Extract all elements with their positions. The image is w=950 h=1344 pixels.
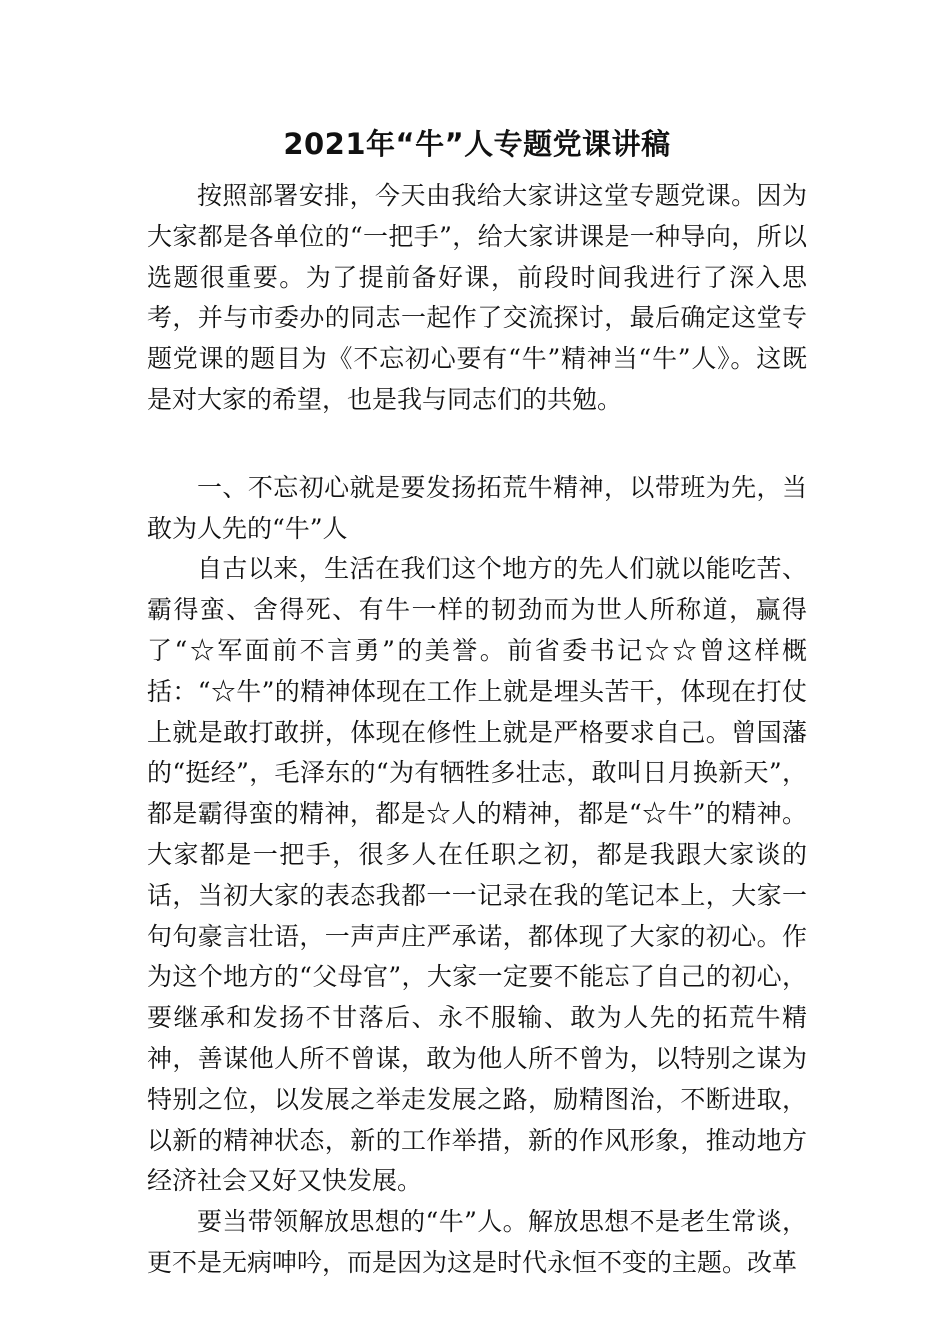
document-page (147, 118, 807, 1284)
intro-paragraph: 按照部署安排，今天由我给大家讲这堂专题党课。因为大家都是各单位的“一把手”，给大家讲课是一种导向，所以选题很重要。为了提前备好课，前段时间我进行了深入思考，并与市委办的同志一起作了交流探讨，最后确定这堂专题党课的题目为《不忘初心要有“牛”精神当“牛”人》。这既是对大家的希望，也是我与同志们的共勉。 (147, 181, 807, 414)
paragraph-spacer (147, 421, 807, 468)
section-heading-1: 一、不忘初心就是要发扬拓荒牛精神，以带班为先，当敢为人先的“牛”人 (147, 472, 807, 543)
body-paragraph: 要当带领解放思想的“牛”人。解放思想不是老生常谈，更不是无病呻吟，而是因为这是时代永恒不变的主题。改革 (147, 1207, 807, 1277)
document-title: 2021年“牛”人专题党课讲稿 (283, 127, 671, 161)
body-paragraph: 自古以来，生活在我们这个地方的先人们就以能吃苦、霸得蛮、舍得死、有牛一样的韧劲而为世人所称道，赢得了“☆军面前不言勇”的美誉。前省委书记☆☆曾这样概括：“☆牛”的精神体现在工作上就是埋头苦干，体现在打仗上就是敢打敢拼，体现在修性上就是严格要求自己。曾国藩的“挺经”，毛泽东的“为有牺牲多壮志，敢叫日月换新天”，都是霸得蛮的精神，都是☆人的精神，都是“☆牛”的精神。大家都是一把手，很多人在任职之初，都是我跟大家谈的话，当初大家的表态我都一一记录在我的笔记本上，大家一句句豪言壮语，一声声庄严承诺，都体现了大家的初心。作为这个地方的“父母官”，大家一定要不能忘了自己的初心，要继承和发扬不甘落后、永不服输、敢为人先的拓荒牛精神，善谋他人所不曾谋，敢为他人所不曾为，以特别之谋为特别之位，以发展之举走发展之路，励精图治，不断进取，以新的精神状态，新的工作举措，新的作风形象，推动地方经济社会又好又快发展。 (147, 554, 807, 1196)
